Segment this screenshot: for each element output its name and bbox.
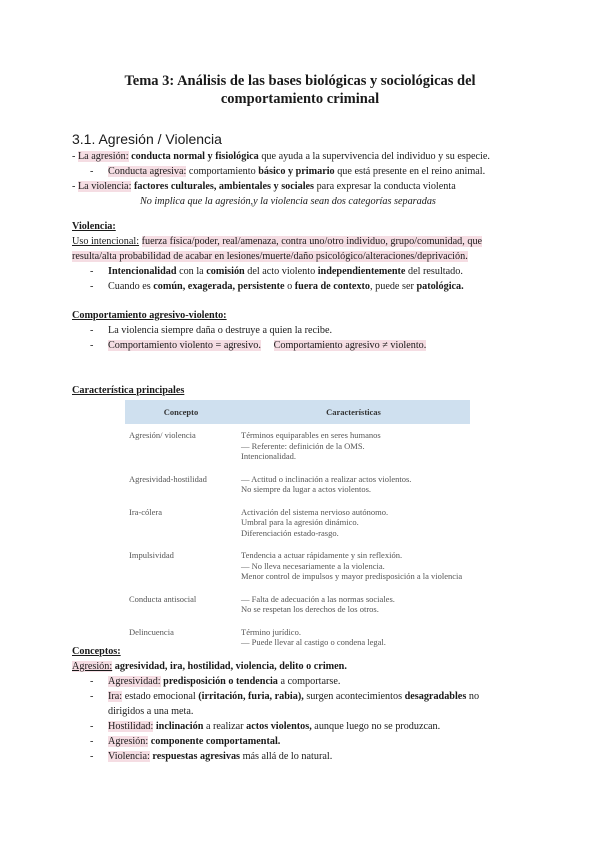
conceptos-bullet-4: - Agresión: componente comportamental. [90,736,281,747]
concept-cell: Impulsividad [129,550,174,560]
characteristic-line: Términos equiparables en seres humanos [241,430,381,440]
intro-line-4: No implica que la agresión,y la violencia sean dos categorías separadas [140,196,436,207]
table-row [125,501,470,545]
concept-cell: Delincuencia [129,626,174,637]
intro-line-2: - Conducta agresiva: comportamiento básico y primario que está presente en el reino animal. [90,166,486,177]
conceptos-bullet-2-cont: dirigidos a una meta. [108,706,194,717]
table-row [125,424,470,468]
comportamiento-bullet-1: - La violencia siempre daña o destruye a quien la recibe. [90,325,333,336]
characteristics-cell [237,544,470,588]
comportamiento-block [72,308,426,353]
table-header-row [125,400,470,424]
col-header-caracteristicas: Características [237,400,470,424]
characteristic-line: Activación del sistema nervioso autónomo. [241,506,389,517]
concept-cell: Agresión/ violencia [129,430,196,440]
conceptos-bullet-5: - Violencia: respuestas agresivas más allá de lo natural. [90,751,333,762]
characteristic-line: — Actitud o inclinación a realizar actos violentos. [241,473,412,484]
comportamiento-bullet-2: - Comportamiento violento = agresivo. Comportamiento agresivo ≠ violento. [90,340,427,351]
table-row [125,588,470,621]
characteristic-line: Término jurídico. [241,626,301,637]
characteristic-line: — Referente: definición de la OMS. [241,440,365,451]
intro-line-3: - La violencia: factores culturales, ambientales y sociales para expresar la conducta violenta [72,181,456,192]
concept-cell: Agresividad-hostilidad [129,473,207,484]
conceptos-heading: Conceptos: [72,646,121,657]
characteristics-cell [237,468,470,501]
conceptos-line-1: Agresión: agresividad, ira, hostilidad, violencia, delito o crimen. [72,661,347,672]
characteristic-line: Umbral para la agresión dinámico. [241,517,359,527]
intro-line-1: - La agresión: conducta normal y fisiológica que ayuda a la supervivencia del individuo y su especie. [72,151,490,162]
characteristics-cell [237,424,470,468]
violencia-block [72,219,482,294]
characteristic-line: — No lleva necesariamente a la violencia. [241,560,385,571]
concept-cell: Ira-cólera [129,506,163,517]
intro-block [72,149,490,209]
violencia-heading: Violencia: [72,221,116,232]
conceptos-block [72,644,479,764]
violencia-line-2: resulta/alta probabilidad de acabar en lesiones/muerte/daño psicológico/alteraciones/deprivación. [72,251,468,262]
page-title [60,72,540,108]
concept-cell: Conducta antisocial [129,593,197,604]
col-header-concepto: Concepto [125,400,237,424]
characteristic-line: Tendencia a actuar rápidamente y sin reflexión. [241,550,403,560]
characteristic-line: Diferenciación estado-rasgo. [241,527,339,538]
conceptos-bullet-2: - Ira: estado emocional (irritación, furia, rabia), surgen acontecimientos desagradables no [90,691,480,702]
violencia-line-1: Uso intencional: fuerza física/poder, real/amenaza, contra uno/otro individuo, grupo/comunidad, que [72,236,483,247]
title-line-2: comportamiento criminal [220,91,380,107]
characteristics-cell [237,501,470,545]
table-row [125,544,470,588]
comportamiento-heading: Comportamiento agresivo-violento: [72,310,227,321]
characteristic-line: — Puede llevar al castigo o condena legal. [241,637,386,647]
caracteristicas-heading: Característica principales [72,385,185,396]
characteristic-line: No siempre da lugar a actos violentos. [241,484,372,494]
characteristic-line: No se respetan los derechos de los otros. [241,604,379,614]
characteristic-line: — Falta de adecuación a las normas sociales. [241,593,395,604]
caracteristicas-table [125,400,470,654]
characteristics-cell [237,588,470,621]
characteristic-line: Menor control de impulsos y mayor predisposición a la violencia [241,571,463,581]
title-line-1: Tema 3: Análisis de las bases biológicas y sociológicas del [124,73,476,89]
conceptos-bullet-3: - Hostilidad: inclinación a realizar actos violentos, aunque luego no se produzcan. [90,721,441,732]
violencia-bullet-1: - Intencionalidad con la comisión del acto violento independientemente del resultado. [90,266,463,277]
violencia-bullet-2: - Cuando es común, exagerada, persistente o fuera de contexto, puede ser patológica. [90,281,464,292]
section-heading: 3.1. Agresión / Violencia [72,131,222,147]
conceptos-bullet-1: - Agresividad: predisposición o tendencia a comportarse. [90,676,341,687]
table-row [125,468,470,501]
characteristic-line: Intencionalidad. [241,451,296,461]
